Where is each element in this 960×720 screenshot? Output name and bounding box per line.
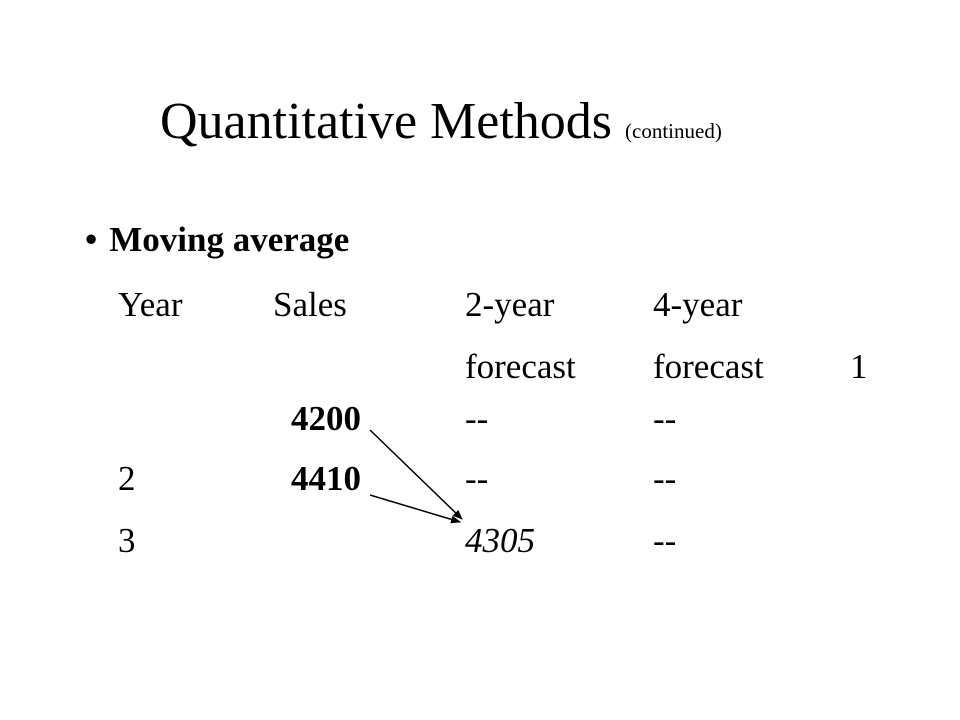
row-2-sales: 4410 [291,459,361,498]
row-2-year: 2 [118,459,136,498]
row-1-four-year: -- [653,399,677,438]
bullet-icon: • [85,220,98,259]
header-year: Year [118,285,183,324]
bullet-text: Moving average [109,220,350,259]
row-3-year: 3 [118,521,136,560]
arrow-from-4200 [370,430,462,519]
title-main: Quantitative Methods [160,93,613,150]
row-2-two-year: -- [465,459,489,498]
arrow-from-4410 [370,495,460,522]
header-four-year-forecast: forecast [653,347,764,386]
title-suffix: (continued) [625,119,722,143]
header-four-year: 4-year [653,285,743,324]
header-two-year-forecast: forecast [465,347,576,386]
row-1-sales: 4200 [291,399,361,438]
header-two-year: 2-year [465,285,555,324]
header-sales: Sales [273,285,347,324]
row-1-year: 1 [850,347,868,386]
row-1-two-year: -- [465,399,489,438]
row-3-two-year: 4305 [465,521,535,560]
row-2-four-year: -- [653,459,677,498]
row-3-four-year: -- [653,521,677,560]
